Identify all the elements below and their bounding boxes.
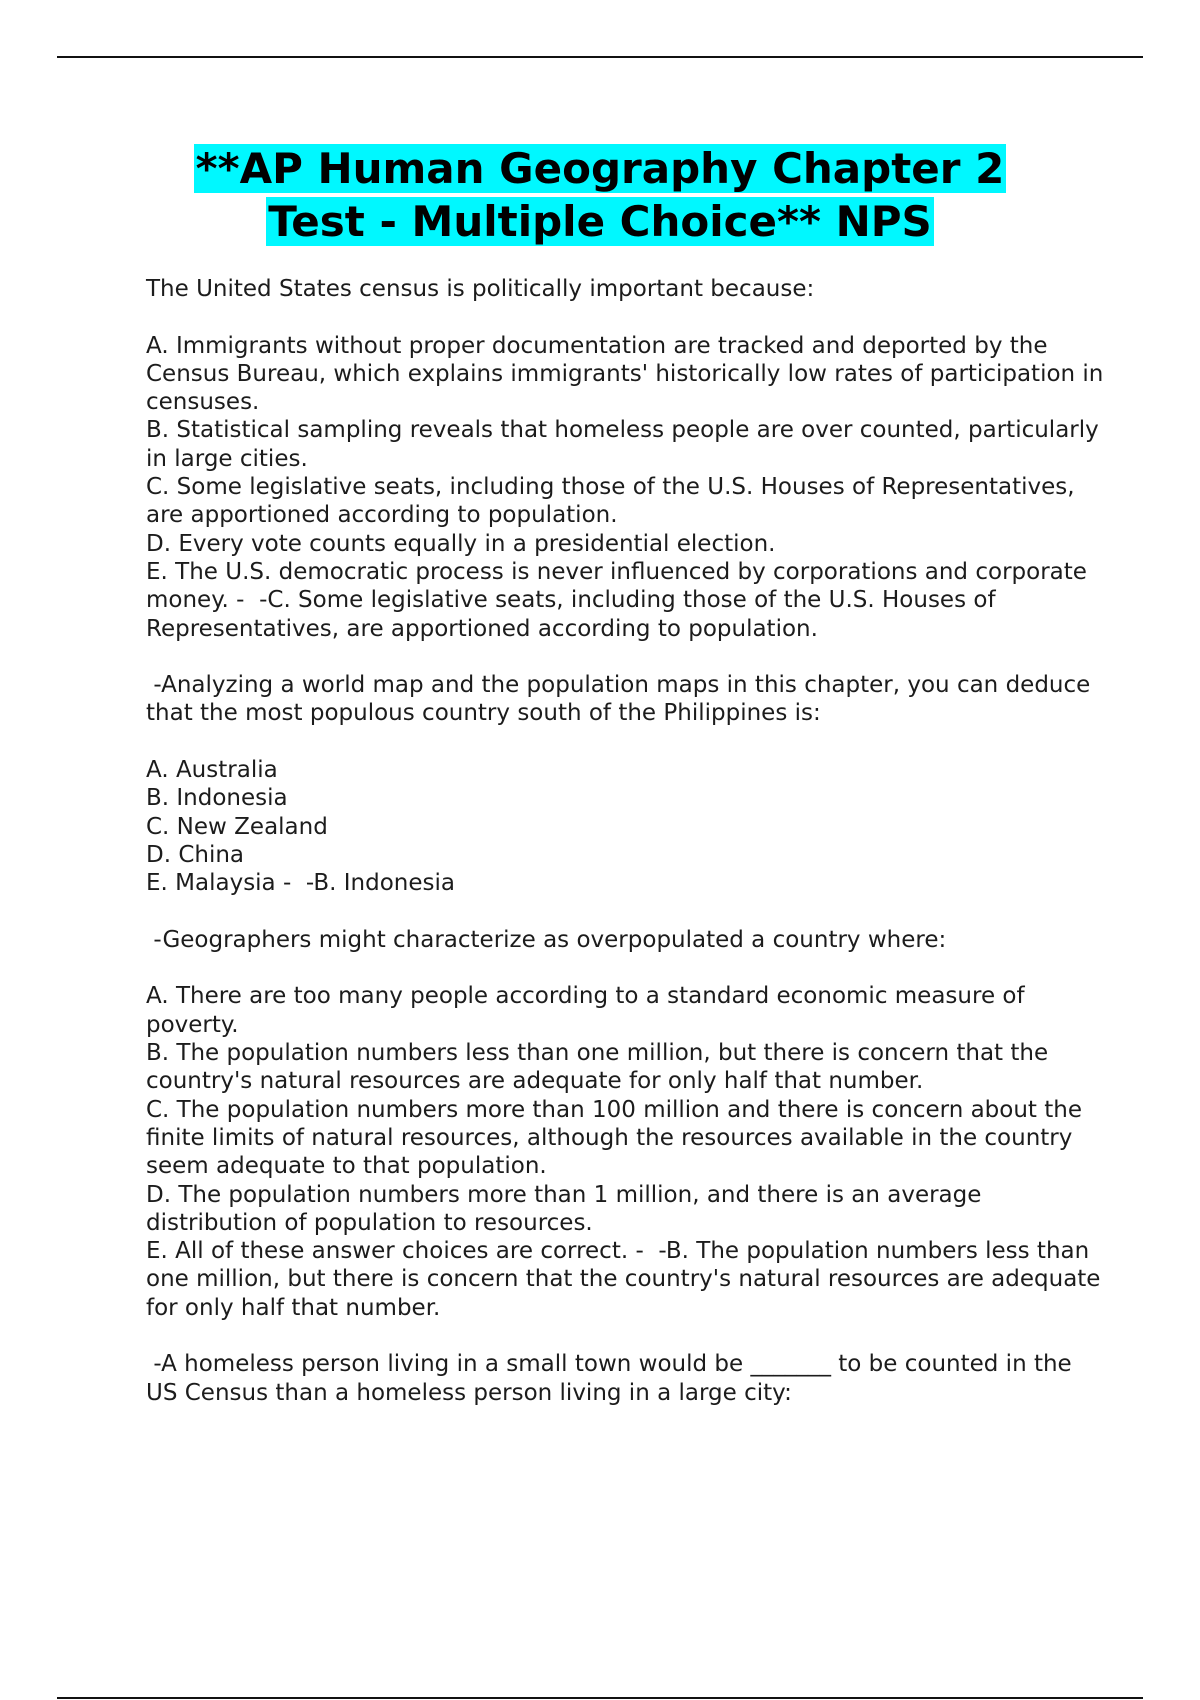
answer-choice: E. The U.S. democratic process is never influenced by corporations and corporate money. - -C. Some legislative seats, including those of the U.S. Houses of Representatives, are apportioned according to population. xyxy=(146,558,1095,642)
question-prompt: The United States census is politically important because: xyxy=(146,276,815,302)
answer-choice: A. Australia xyxy=(146,757,278,784)
answer-choice: B. Indonesia xyxy=(146,785,288,812)
question-prompt: -Geographers might characterize as overpopulated a country where: xyxy=(146,926,947,953)
answer-choice: B. Statistical sampling reveals that homeless people are over counted, particularly in large cities. xyxy=(146,417,1107,472)
answer-choice: C. Some legislative seats, including those of the U.S. Houses of Representatives, are apportioned according to population. xyxy=(146,474,1082,529)
answer-choice: B. The population numbers less than one million, but there is concern that the country's natural resources are adequate for only half that number. xyxy=(146,1040,1056,1095)
answer-choice: D. Every vote counts equally in a presidential election. xyxy=(146,530,776,557)
answer-choice: C. The population numbers more than 100 million and there is concern about the finite limits of natural resources, although the resources available in the country seem adequate to that population. xyxy=(146,1096,1090,1180)
answer-choice: D. The population numbers more than 1 million, and there is an average distribution of population to resources. xyxy=(146,1181,989,1236)
bottom-rule xyxy=(57,1697,1143,1699)
answer-choice: E. All of these answer choices are correct. - -B. The population numbers less than one million, but there is concern that the country's natural resources are adequate for only half that number. xyxy=(146,1238,1108,1321)
title-line-2: Test - Multiple Choice** NPS xyxy=(268,197,932,246)
answer-choice: E. Malaysia - -B. Indonesia xyxy=(146,870,455,897)
answer-choice: A. There are too many people according to a standard economic measure of poverty. xyxy=(146,983,1032,1038)
answer-choice: D. China xyxy=(146,841,245,868)
answer-choice: A. Immigrants without proper documentation are tracked and deported by the Census Bureau, which explains immigrants' historically low rates of participation in censuses. xyxy=(146,332,1111,416)
question-prompt: -A homeless person living in a small town would be _______ to be counted in the US Census than a homeless person living in a large city: xyxy=(146,1351,1080,1406)
answer-choice: C. New Zealand xyxy=(146,813,328,840)
page-title xyxy=(60,142,1140,248)
title-line-1: **AP Human Geography Chapter 2 xyxy=(195,144,1005,193)
top-rule xyxy=(57,56,1143,58)
question-prompt: -Analyzing a world map and the population maps in this chapter, you can deduce that the most populous country south of the Philippines is: xyxy=(146,672,1098,727)
document-body xyxy=(146,275,1111,1407)
